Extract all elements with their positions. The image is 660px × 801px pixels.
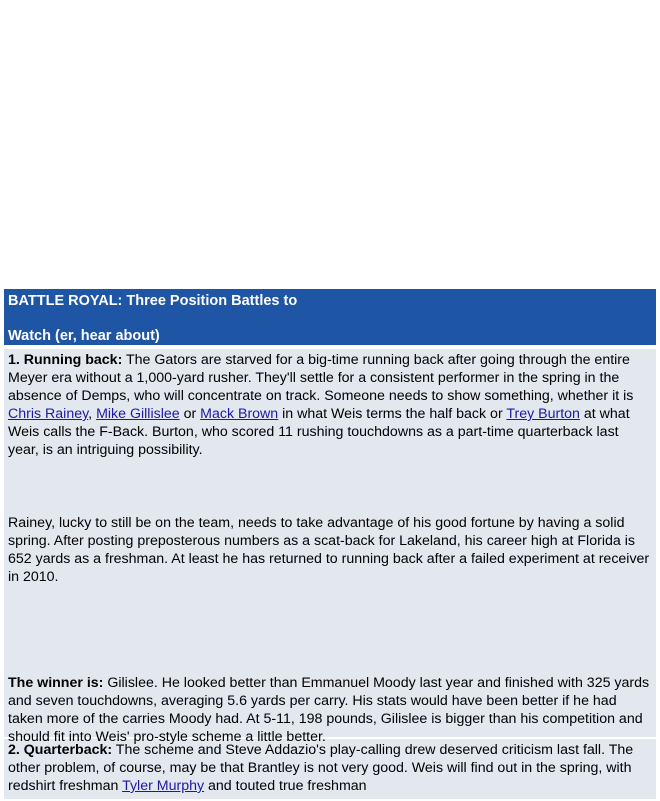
link-mack-brown[interactable]: Mack Brown — [200, 406, 279, 422]
paragraph-text: and touted true freshman — [204, 778, 367, 794]
header-title-line2: Watch (er, hear about) — [8, 328, 160, 344]
paragraph-text: in what Weis terms the half back or — [278, 406, 507, 422]
separator: , — [88, 406, 97, 422]
winner-label: The winner is: — [8, 675, 104, 691]
running-back-cell — [4, 349, 656, 745]
separator: or — [179, 406, 201, 422]
running-back-winner — [8, 674, 652, 746]
link-mike-gillislee[interactable]: Mike Gillislee — [96, 406, 180, 422]
running-back-paragraph-1 — [8, 351, 652, 459]
paragraph-text: The scheme and Steve Addazio's play-calling drew deserved criticism last fall. The other problem, of course, may be that Brantley is not very good. Weis will find out in the spring, with redshirt freshman — [8, 742, 634, 794]
winner-text: Gilislee. He looked better than Emmanuel Moody last year and finished with 325 yards and seven touchdowns, averaging 5.6 yards per carry. His stats would have been better if he had taken more of the carries Moody had. At 5-11, 198 pounds, Gilislee is bigger than his competition and should fit into Weis' pro-style scheme a little better. — [8, 675, 650, 745]
link-chris-rainey[interactable]: Chris Rainey — [8, 406, 89, 422]
spacer — [8, 586, 652, 674]
quarterback-cell — [4, 739, 656, 799]
paragraph-text: at what Weis calls the F-Back. Burton, who scored 11 rushing touchdowns as a part-time quarterback last year, is an intriguing possibility. — [8, 406, 630, 458]
paragraph-text: The Gators are starved for a big-time running back after going through the entire Meyer era without a 1,000-yard rusher. They'll settle for a consistent performer in the spring in the absence of Demps, who will concentrate on track. Someone needs to show something, whether it is — [8, 352, 634, 404]
section-heading: 2. Quarterback: — [8, 742, 113, 758]
quarterback-paragraph — [8, 741, 652, 795]
section-heading: 1. Running back: — [8, 352, 123, 368]
header-title-line1: BATTLE ROYAL: Three Position Battles to — [8, 293, 298, 309]
link-trey-burton[interactable]: Trey Burton — [506, 406, 580, 422]
article-table — [4, 289, 656, 799]
running-back-paragraph-2: Rainey, lucky to still be on the team, needs to take advantage of his good fortune by having a solid spring. After posting preposterous numbers as a scat-back for Lakeland, his career high at Florida is 652 yards as a freshman. At least he has returned to running back after a failed experiment at receiver in 2010. — [8, 515, 650, 585]
table-header — [4, 289, 656, 347]
link-tyler-murphy[interactable]: Tyler Murphy — [122, 778, 205, 794]
spacer — [8, 459, 652, 514]
